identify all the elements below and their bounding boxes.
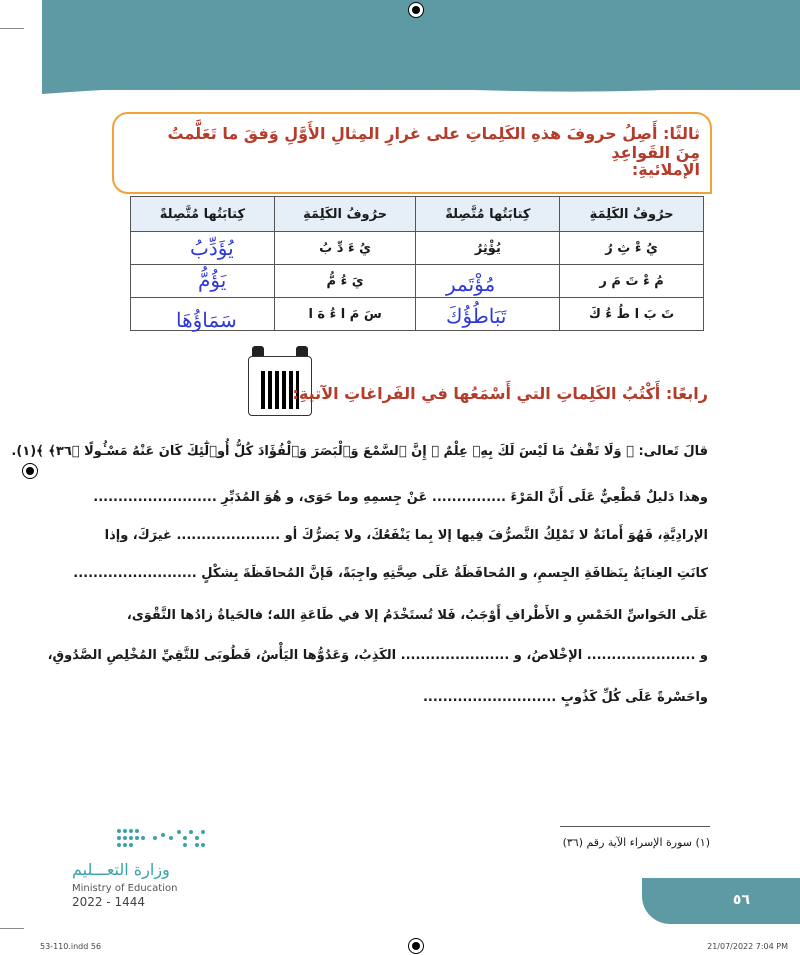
quran-verse-line: قالَ تَعالى: ﴿ وَلَا تَقْفُ مَا لَيْسَ لَكَ بِهِۦ عِلْمٌ ۚ إِنَّ ٱلسَّمْعَ وَٱلْبَصَرَ وَٱلْفُؤَادَ كُلُّ أُو۟لَٰٓئِكَ كَانَ عَنْهُ مَسْـُٔولًا ﴿٣٦﴾ ﴾(١).: [11, 444, 708, 459]
table-cell: سَ مَ ا ءُ هَ ا: [274, 298, 416, 331]
ministry-name-english: Ministry of Education: [72, 883, 178, 894]
footnote: (١) سورة الإسراء الآية رقم (٣٦): [562, 836, 710, 849]
table-header: كِتابَتُها مُتَّصِلةً: [131, 197, 275, 232]
table-header: كِتابَتُها مُتَّصِلةً: [416, 197, 560, 232]
footnote-rule: [560, 826, 710, 827]
handwritten-answer: سَمَاؤُهَا: [176, 308, 237, 332]
dictation-line: وهذا دَليلٌ قَطْعِيٌّ عَلَى أَنَّ المَرْءَ ............... عَنْ جِسمِهِ وما حَوَى، و هُوَ المُدَبِّرِ .........................: [93, 490, 708, 505]
section3-heading-line1: ثالثًا: أَصِلُ حروفَ هذهِ الكَلِماتِ على غرارِ المِثالِ الأَوَّلِ وَفقَ ما تَعَلَّمتُ مِنَ القَواعِدِ: [167, 124, 700, 162]
print-slug-file: 53-110.indd 56: [40, 942, 102, 951]
registration-mark-left: [22, 463, 38, 479]
table-cell: يُ ءْ ثِ رُ: [560, 232, 704, 265]
section4-heading: رابعًا: أَكْتُبُ الكَلِماتِ التي أَسْمَعُها في الفَراغاتِ الآتيةِ:: [292, 384, 708, 403]
edition-year: 2022 - 1444: [72, 895, 146, 909]
handwritten-answer: يُؤَدِّبُ: [190, 236, 234, 260]
table-cell: مُ ءْ تَ مَ ر: [560, 265, 704, 298]
table-header: حرُوفُ الكَلِمَةِ: [560, 197, 704, 232]
handwritten-answer: تَبَاطُؤُكَ: [446, 304, 507, 328]
dictation-line: الإرادِيَّةِ، فَهُوَ أَمانَةٌ لا تَمْلِكُ التَّصرُّفَ فِيها إلا بِما يَنْفَعُكَ، ولا يَضرُّكَ أو ..................... غيرَكَ، وإذا: [104, 528, 708, 543]
print-slug-date: 21/07/2022 7:04 PM: [707, 942, 788, 951]
registration-mark-top: [408, 2, 424, 18]
header-wave: [42, 58, 800, 98]
handwritten-answer: يَؤُمُّ: [198, 268, 227, 292]
ministry-name-arabic: وزارة التعـــليم: [72, 860, 170, 879]
table-header: حرُوفُ الكَلِمَةِ: [274, 197, 416, 232]
table-header-row: [131, 197, 704, 232]
crop-mark: [0, 928, 24, 929]
crop-mark: [0, 28, 24, 29]
dictation-line: كانَتِ العِنايَةُ بِنَظافَةِ الجِسمِ، و المُحافَظَةُ عَلَى صِحَّتِهِ واجِبَةً، فَإنَّ المُحافَظَةَ بِشكْلٍ .........................: [73, 566, 708, 581]
dictation-line: واحَسْرةً عَلَى كُلِّ كَذُوبٍ ...........................: [422, 690, 708, 705]
table-cell: تَ بَ ا طُ ءُ كَ: [560, 298, 704, 331]
dictation-line: و ...................... الإخْلاصُ، و ...................... الكَذِبُ، وَعَدُوُّها اليَأْسُ، فَطُوبَى للتَّقِيِّ المُخْلِصِ الصَّدُوقِ،: [47, 648, 708, 663]
ministry-logo-icon: [115, 827, 207, 849]
table-cell: يَ ءُ مُّ: [274, 265, 416, 298]
registration-mark-bottom: [408, 938, 424, 954]
dictation-line: عَلَى الحَواسِّ الخَمْسِ و الأَطْرافِ أَوْجَبُ، فَلا تُستَخْدَمُ إلا في طَاعَةِ الله؛ فالحَياةُ زادُها التَّقْوَى،: [126, 608, 708, 623]
page-number: ٥٦: [732, 892, 750, 908]
table-cell: يُؤْثِرُ: [416, 232, 560, 265]
footer-band: [642, 878, 800, 924]
section3-heading-line2: الإملائيةِ:: [631, 160, 700, 179]
handwritten-answer: مُؤْتَمر: [446, 272, 496, 296]
table-cell: يُ ءَ دِّ بُ: [274, 232, 416, 265]
